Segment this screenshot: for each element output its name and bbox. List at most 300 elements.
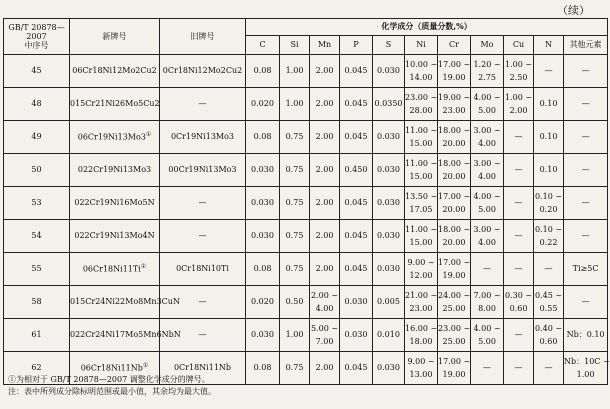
cell-composition bbox=[504, 220, 534, 253]
cell-composition bbox=[246, 121, 280, 154]
value-low: 24.00 ~ bbox=[438, 291, 471, 301]
new-grade-text: 022Cr24Ni17Mo5Mn6NbN bbox=[70, 330, 181, 340]
value-low: 11.00 ~ bbox=[405, 126, 438, 136]
value-low: — bbox=[581, 132, 590, 142]
value-low: 2.00 bbox=[315, 231, 334, 241]
header-std-number: GB/T 20878—2007 中序号 bbox=[4, 19, 70, 55]
cell-composition bbox=[373, 319, 405, 352]
cell-composition bbox=[373, 88, 405, 121]
value-low: 0.75 bbox=[285, 165, 304, 175]
value-low: — bbox=[514, 264, 523, 274]
value-low: 3.00 ~ bbox=[473, 159, 501, 169]
cell-std-number: 55 bbox=[4, 253, 70, 286]
new-grade-text: 022Cr19Ni13Mo4N bbox=[74, 231, 155, 241]
value-high: 28.00 bbox=[409, 105, 433, 115]
value-high: 19.00 bbox=[442, 369, 466, 379]
value-low: 1.00 bbox=[285, 330, 304, 340]
cell-composition bbox=[310, 121, 340, 154]
cell-composition bbox=[280, 55, 310, 88]
value-low: — bbox=[514, 330, 523, 340]
value-high: 4.00 bbox=[478, 171, 496, 181]
value-high: 25.00 bbox=[442, 303, 466, 313]
value-low: 0.045 bbox=[344, 132, 368, 142]
value-low: 11.00 ~ bbox=[405, 225, 438, 235]
value-low: 18.00 ~ bbox=[438, 159, 471, 169]
cell-composition bbox=[340, 121, 373, 154]
footnote-marker: ① bbox=[140, 263, 147, 271]
cell-composition bbox=[564, 55, 608, 88]
cell-std-number: 62 bbox=[4, 352, 70, 385]
cell-composition bbox=[246, 286, 280, 319]
value-low: 0.030 bbox=[377, 198, 400, 208]
value-high: 18.00 bbox=[409, 336, 433, 346]
cell-composition bbox=[246, 253, 280, 286]
cell-composition bbox=[534, 253, 564, 286]
value-low: 1.00 ~ bbox=[504, 93, 533, 103]
value-high: 2.75 bbox=[478, 72, 496, 82]
table-row bbox=[4, 286, 608, 319]
value-low: 18.00 ~ bbox=[438, 225, 471, 235]
cell-composition bbox=[438, 319, 471, 352]
cell-composition bbox=[471, 187, 504, 220]
cell-new-grade bbox=[70, 220, 160, 253]
cell-std-number: 48 bbox=[4, 88, 70, 121]
new-grade-text: 06Cr18Ni11Ti bbox=[82, 264, 141, 274]
header-element: Cu bbox=[504, 36, 534, 55]
cell-composition bbox=[438, 286, 471, 319]
cell-composition bbox=[405, 154, 438, 187]
value-low: 0.08 bbox=[253, 132, 272, 142]
cell-composition bbox=[340, 88, 373, 121]
cell-composition bbox=[564, 352, 608, 385]
table-row bbox=[4, 220, 608, 253]
value-low: 0.08 bbox=[253, 363, 272, 373]
new-grade-text: 015Cr24Ni22Mo8Mn3CuN bbox=[70, 297, 180, 307]
value-low: 11.00 ~ bbox=[405, 159, 438, 169]
value-low: 0.045 bbox=[344, 198, 368, 208]
new-grade-text: 06Cr18Ni12Mo2Cu2 bbox=[72, 66, 157, 76]
value-low: Nb：0.10 bbox=[566, 330, 605, 340]
value-low: 0.010 bbox=[377, 330, 400, 340]
table-row bbox=[4, 319, 608, 352]
cell-new-grade bbox=[70, 286, 180, 319]
cell-composition bbox=[373, 286, 405, 319]
cell-composition bbox=[310, 253, 340, 286]
value-low: — bbox=[483, 264, 491, 274]
chemical-composition-table bbox=[3, 18, 608, 385]
cell-std-number: 53 bbox=[4, 187, 70, 220]
cell-composition bbox=[534, 187, 564, 220]
value-high: 5.00 bbox=[478, 105, 496, 115]
cell-composition bbox=[340, 352, 373, 385]
value-low: 0.030 bbox=[377, 132, 400, 142]
value-low: — bbox=[514, 132, 523, 142]
cell-composition bbox=[564, 319, 608, 352]
cell-composition bbox=[405, 220, 438, 253]
table-row bbox=[4, 253, 608, 286]
cell-composition bbox=[471, 253, 504, 286]
value-low: 0.75 bbox=[285, 132, 304, 142]
cell-composition bbox=[405, 88, 438, 121]
value-low: — bbox=[514, 231, 523, 241]
value-low: 0.10 ~ bbox=[534, 192, 563, 202]
header-element: Si bbox=[280, 36, 310, 55]
cell-composition bbox=[564, 154, 608, 187]
header-composition-group: 化学成分（质量分数,%） bbox=[246, 19, 608, 36]
value-high: 15.00 bbox=[409, 138, 433, 148]
value-low: 17.00 ~ bbox=[438, 192, 471, 202]
value-low: 0.020 bbox=[251, 99, 274, 109]
cell-composition bbox=[373, 154, 405, 187]
cell-composition bbox=[438, 154, 471, 187]
cell-composition bbox=[280, 121, 310, 154]
cell-composition bbox=[471, 88, 504, 121]
cell-composition bbox=[310, 352, 340, 385]
value-low: 0.30 ~ bbox=[504, 291, 533, 301]
cell-composition bbox=[438, 55, 471, 88]
value-high: 4.00 bbox=[478, 237, 496, 247]
cell-composition bbox=[280, 187, 310, 220]
cell-composition bbox=[310, 154, 340, 187]
cell-composition bbox=[438, 88, 471, 121]
cell-composition bbox=[564, 253, 608, 286]
cell-composition bbox=[405, 352, 438, 385]
value-low: 0.030 bbox=[251, 330, 274, 340]
value-low: 0.045 bbox=[344, 99, 368, 109]
cell-composition bbox=[246, 88, 280, 121]
value-high: 19.00 bbox=[442, 270, 466, 280]
cell-composition bbox=[504, 253, 534, 286]
value-low: 23.00 ~ bbox=[405, 93, 438, 103]
footnote-marker: ① bbox=[145, 131, 152, 139]
cell-new-grade bbox=[70, 154, 160, 187]
continued-label: （续） bbox=[557, 4, 590, 17]
value-low: 0.045 bbox=[344, 264, 368, 274]
cell-composition bbox=[438, 121, 471, 154]
value-low: 18.00 ~ bbox=[438, 126, 471, 136]
footnotes bbox=[8, 374, 216, 399]
value-low: — bbox=[544, 363, 553, 373]
value-low: 4.00 ~ bbox=[473, 324, 501, 334]
value-high: 15.00 bbox=[409, 237, 433, 247]
header-element: Mo bbox=[471, 36, 504, 55]
cell-composition bbox=[504, 121, 534, 154]
cell-composition bbox=[310, 88, 340, 121]
cell-composition bbox=[373, 220, 405, 253]
cell-composition bbox=[471, 352, 504, 385]
value-low: 0.045 bbox=[344, 66, 368, 76]
value-low: 16.00 ~ bbox=[405, 324, 438, 334]
table-row bbox=[4, 154, 608, 187]
value-low: 0.030 bbox=[344, 297, 368, 307]
value-high: 5.00 bbox=[478, 204, 496, 214]
table-row bbox=[4, 88, 608, 121]
cell-std-number: 58 bbox=[4, 286, 70, 319]
value-low: 17.00 ~ bbox=[438, 60, 471, 70]
table-row bbox=[4, 121, 608, 154]
value-low: 4.00 ~ bbox=[473, 192, 501, 202]
cell-composition bbox=[564, 286, 608, 319]
value-low: 10.00 ~ bbox=[405, 60, 438, 70]
cell-composition bbox=[280, 352, 310, 385]
value-low: 0.75 bbox=[285, 231, 304, 241]
value-high: 13.00 bbox=[409, 369, 433, 379]
cell-composition bbox=[246, 55, 280, 88]
value-low: 0.50 bbox=[285, 297, 304, 307]
value-low: 0.75 bbox=[285, 363, 304, 373]
value-low: 0.10 bbox=[539, 99, 558, 109]
cell-composition bbox=[340, 220, 373, 253]
cell-composition bbox=[534, 55, 564, 88]
table-row bbox=[4, 55, 608, 88]
cell-composition bbox=[405, 253, 438, 286]
header-element: Ni bbox=[405, 36, 438, 55]
value-low: 23.00 ~ bbox=[438, 324, 471, 334]
header-new-grade: 新牌号 bbox=[70, 19, 160, 55]
header-element: 其他元素 bbox=[564, 36, 608, 55]
cell-old-grade: — bbox=[160, 286, 246, 319]
value-high: 0.60 bbox=[539, 336, 558, 346]
cell-composition bbox=[471, 319, 504, 352]
cell-composition bbox=[471, 220, 504, 253]
value-low: 1.00 bbox=[285, 99, 304, 109]
value-low: 17.00 ~ bbox=[438, 357, 471, 367]
cell-old-grade: — bbox=[160, 220, 246, 253]
header-element: C bbox=[246, 36, 280, 55]
cell-composition bbox=[534, 88, 564, 121]
value-low: — bbox=[581, 66, 590, 76]
value-low: — bbox=[514, 165, 523, 175]
cell-composition bbox=[340, 154, 373, 187]
cell-composition bbox=[373, 253, 405, 286]
cell-composition bbox=[504, 286, 534, 319]
value-low: 2.00 bbox=[315, 264, 334, 274]
value-low: 21.00 ~ bbox=[405, 291, 438, 301]
cell-std-number: 61 bbox=[4, 319, 70, 352]
value-low: 0.030 bbox=[251, 231, 274, 241]
value-low: — bbox=[581, 231, 590, 241]
value-high: 4.00 bbox=[315, 303, 334, 313]
cell-composition bbox=[438, 352, 471, 385]
cell-composition bbox=[471, 55, 504, 88]
value-low: 0.08 bbox=[253, 264, 272, 274]
cell-composition bbox=[310, 319, 340, 352]
value-low: — bbox=[514, 363, 523, 373]
value-low: 0.75 bbox=[285, 198, 304, 208]
value-high: 20.00 bbox=[442, 204, 466, 214]
value-low: 0.020 bbox=[251, 297, 274, 307]
value-low: 5.00 ~ bbox=[310, 324, 339, 334]
header-element: Cr bbox=[438, 36, 471, 55]
value-low: 7.00 ~ bbox=[473, 291, 501, 301]
value-high: 5.00 bbox=[478, 336, 496, 346]
cell-std-number: 49 bbox=[4, 121, 70, 154]
value-low: 0.030 bbox=[377, 264, 400, 274]
cell-composition bbox=[438, 220, 471, 253]
cell-new-grade bbox=[70, 253, 160, 286]
value-high: 23.00 bbox=[442, 105, 466, 115]
cell-composition bbox=[310, 286, 340, 319]
cell-new-grade bbox=[70, 121, 160, 154]
cell-old-grade: 0Cr18Ni12Mo2Cu2 bbox=[160, 55, 246, 88]
cell-composition bbox=[405, 187, 438, 220]
value-low: 0.10 bbox=[539, 165, 558, 175]
value-low: 9.00 ~ bbox=[407, 258, 435, 268]
cell-composition bbox=[438, 187, 471, 220]
value-low: 2.00 ~ bbox=[310, 291, 339, 301]
cell-composition bbox=[534, 286, 564, 319]
footnote-1: ①为相对于 GB/T 20878—2007 调整化学成分的牌号。 bbox=[8, 375, 210, 384]
value-low: 2.00 bbox=[315, 198, 334, 208]
value-low: 19.00 ~ bbox=[438, 93, 471, 103]
value-low: 0.045 bbox=[344, 363, 368, 373]
value-low: 1.20 ~ bbox=[473, 60, 501, 70]
new-grade-text: 022Cr19Ni13Mo3 bbox=[77, 165, 152, 175]
cell-composition bbox=[504, 187, 534, 220]
header-old-grade: 旧牌号 bbox=[160, 19, 246, 55]
cell-composition bbox=[564, 220, 608, 253]
cell-old-grade: 00Cr19Ni13Mo3 bbox=[160, 154, 246, 187]
value-low: — bbox=[581, 165, 590, 175]
new-grade-text: 022Cr19Ni16Mo5N bbox=[74, 198, 155, 208]
value-high: 2.50 bbox=[509, 72, 528, 82]
cell-composition bbox=[280, 319, 310, 352]
footnote-2: 注：表中所列成分除标明范围或最小值，其余均为最大值。 bbox=[8, 387, 216, 397]
value-low: 0.030 bbox=[377, 363, 400, 373]
value-high: 8.00 bbox=[478, 303, 496, 313]
cell-composition bbox=[534, 220, 564, 253]
cell-composition bbox=[373, 352, 405, 385]
value-low: 2.00 bbox=[315, 66, 334, 76]
cell-composition bbox=[340, 286, 373, 319]
cell-composition bbox=[471, 121, 504, 154]
value-low: 1.00 ~ bbox=[504, 60, 533, 70]
new-grade-text: 015Cr21Ni26Mo5Cu2 bbox=[70, 99, 160, 109]
value-high: 0.55 bbox=[539, 303, 558, 313]
cell-std-number: 45 bbox=[4, 55, 70, 88]
value-low: 2.00 bbox=[315, 165, 334, 175]
cell-composition bbox=[246, 352, 280, 385]
value-low: 17.00 ~ bbox=[438, 258, 471, 268]
cell-old-grade: 0Cr18Ni10Ti bbox=[160, 253, 246, 286]
value-high: 0.22 bbox=[539, 237, 558, 247]
value-low: 4.00 ~ bbox=[473, 93, 501, 103]
value-high: 7.00 bbox=[315, 336, 334, 346]
cell-old-grade: 0Cr19Ni13Mo3 bbox=[160, 121, 246, 154]
value-low: — bbox=[483, 363, 491, 373]
cell-composition bbox=[340, 319, 373, 352]
cell-composition bbox=[471, 154, 504, 187]
value-low: 0.75 bbox=[285, 264, 304, 274]
cell-composition bbox=[534, 319, 564, 352]
cell-composition bbox=[373, 121, 405, 154]
value-low: 2.00 bbox=[315, 99, 334, 109]
cell-new-grade bbox=[70, 88, 160, 121]
value-low: 0.08 bbox=[253, 66, 272, 76]
cell-composition bbox=[373, 187, 405, 220]
cell-composition bbox=[280, 220, 310, 253]
cell-composition bbox=[504, 88, 534, 121]
value-high: 14.00 bbox=[409, 72, 433, 82]
new-grade-text: 06Cr18Ni11Nb bbox=[80, 363, 143, 373]
header-element: P bbox=[340, 36, 373, 55]
value-low: 3.00 ~ bbox=[473, 126, 501, 136]
cell-composition bbox=[504, 352, 534, 385]
cell-composition bbox=[280, 154, 310, 187]
table-row bbox=[4, 187, 608, 220]
value-high: 2.00 bbox=[509, 105, 528, 115]
value-low: 2.00 bbox=[315, 363, 334, 373]
value-high: 20.00 bbox=[442, 171, 466, 181]
value-low: 0.030 bbox=[377, 231, 400, 241]
cell-composition bbox=[504, 319, 534, 352]
value-low: Nb：10C ~ bbox=[564, 357, 610, 367]
cell-old-grade: — bbox=[160, 187, 246, 220]
cell-composition bbox=[405, 286, 438, 319]
cell-composition bbox=[373, 55, 405, 88]
value-low: 0.030 bbox=[344, 330, 368, 340]
value-high: 20.00 bbox=[442, 138, 466, 148]
header-element: N bbox=[534, 36, 564, 55]
value-low: 3.00 ~ bbox=[473, 225, 501, 235]
cell-std-number: 54 bbox=[4, 220, 70, 253]
cell-composition bbox=[438, 253, 471, 286]
cell-composition bbox=[280, 88, 310, 121]
value-low: — bbox=[581, 198, 590, 208]
new-grade-text: 06Cr19Ni13Mo3 bbox=[77, 132, 146, 142]
value-low: — bbox=[581, 99, 590, 109]
cell-old-grade: — bbox=[160, 319, 246, 352]
cell-std-number: 50 bbox=[4, 154, 70, 187]
value-high: 23.00 bbox=[409, 303, 433, 313]
value-low: — bbox=[514, 198, 523, 208]
cell-composition bbox=[310, 55, 340, 88]
value-high: 4.00 bbox=[478, 138, 496, 148]
cell-composition bbox=[246, 319, 280, 352]
cell-composition bbox=[534, 352, 564, 385]
cell-composition bbox=[564, 88, 608, 121]
value-high: 19.00 bbox=[442, 72, 466, 82]
cell-composition bbox=[564, 187, 608, 220]
cell-composition bbox=[405, 55, 438, 88]
value-low: 0.005 bbox=[377, 297, 400, 307]
value-low: 0.030 bbox=[251, 165, 274, 175]
value-low: — bbox=[544, 66, 553, 76]
value-high: 15.00 bbox=[409, 171, 433, 181]
value-low: 9.00 ~ bbox=[407, 357, 435, 367]
value-low: 13.50 ~ bbox=[405, 192, 438, 202]
cell-composition bbox=[534, 154, 564, 187]
header-element: Mn bbox=[310, 36, 340, 55]
value-high: 0.20 bbox=[539, 204, 558, 214]
cell-old-grade: 0Cr18Ni11Nb bbox=[160, 352, 246, 385]
cell-composition bbox=[340, 253, 373, 286]
cell-composition bbox=[280, 253, 310, 286]
cell-new-grade bbox=[70, 187, 160, 220]
header-element: S bbox=[373, 36, 405, 55]
cell-composition bbox=[405, 319, 438, 352]
cell-composition bbox=[310, 187, 340, 220]
value-low: 0.030 bbox=[377, 66, 400, 76]
cell-composition bbox=[471, 286, 504, 319]
cell-composition bbox=[405, 121, 438, 154]
value-low: 0.030 bbox=[377, 165, 400, 175]
cell-composition bbox=[246, 154, 280, 187]
cell-composition bbox=[280, 286, 310, 319]
value-high: 1.00 bbox=[576, 369, 595, 379]
value-high: 12.00 bbox=[409, 270, 433, 280]
value-low: — bbox=[544, 264, 553, 274]
